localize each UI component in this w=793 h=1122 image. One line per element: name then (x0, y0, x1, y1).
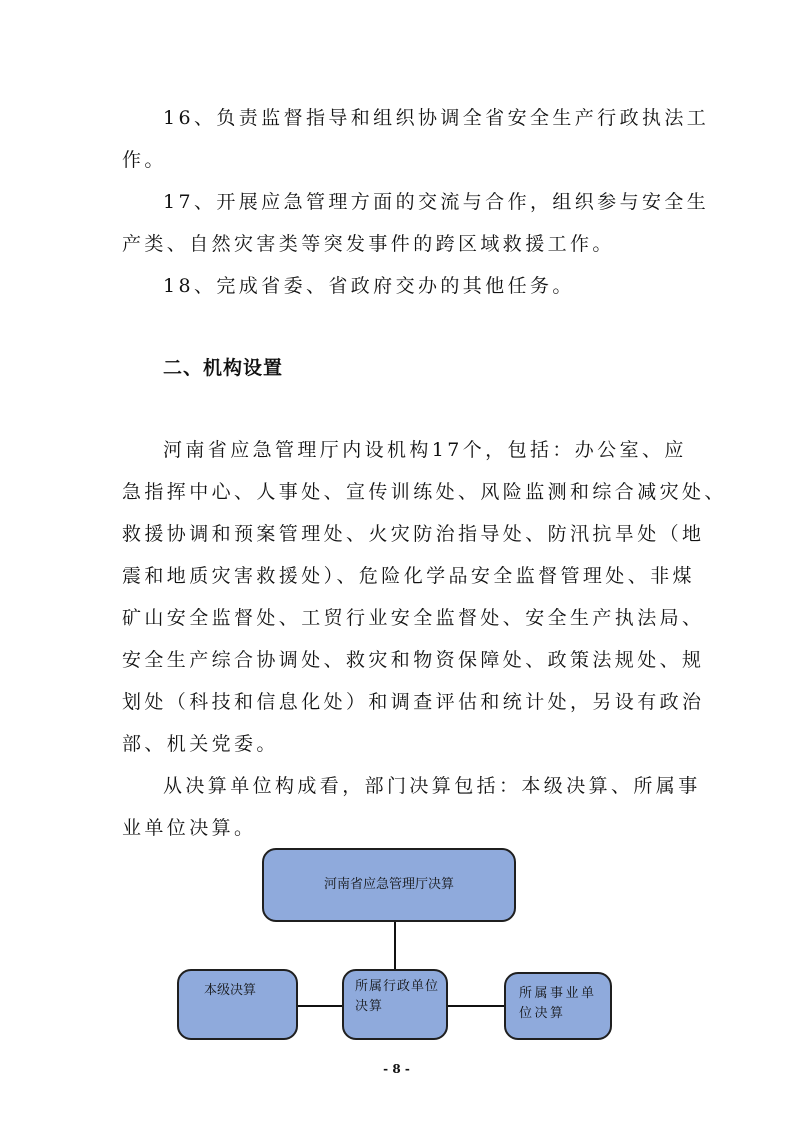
diagram-middle-label-line-1: 所属行政单位 (355, 979, 440, 994)
connector-root-to-middle (394, 922, 396, 969)
org-paragraph-line: 震和地质灾害救援处）、危险化学品安全监督管理处、非煤 (122, 565, 695, 587)
diagram-right-label-line-2: 位决算 (519, 1006, 566, 1021)
org-paragraph-line: 救援协调和预案管理处、火灾防治指导处、防汛抗旱处（地 (122, 523, 705, 545)
duty-16-line-1: 16、负责监督指导和组织协调全省安全生产行政执法工 (163, 107, 710, 129)
diagram-right-box (504, 972, 612, 1040)
org-paragraph-line: 急指挥中心、人事处、宣传训练处、风险监测和综合减灾处、 (122, 481, 727, 503)
diagram-middle-box (342, 969, 448, 1040)
org-paragraph-line: 矿山安全监督处、工贸行业安全监督处、安全生产执法局、 (122, 607, 705, 629)
diagram-root-box (262, 848, 516, 922)
duty-17-line-2: 产类、自然灾害类等突发事件的跨区域救援工作。 (122, 233, 615, 255)
connector-left-to-middle (297, 1005, 343, 1007)
budget-paragraph-line: 从决算单位构成看，部门决算包括：本级决算、所属事 (163, 775, 701, 797)
page-number: - 8 - (383, 1062, 410, 1076)
duty-18-line-1: 18、完成省委、省政府交办的其他任务。 (163, 275, 575, 297)
org-paragraph-line: 安全生产综合协调处、救灾和物资保障处、政策法规处、规 (122, 649, 705, 671)
duty-16-line-2: 作。 (122, 149, 167, 171)
budget-paragraph-line: 业单位决算。 (122, 817, 257, 839)
diagram-root-label: 河南省应急管理厅决算 (323, 877, 454, 892)
org-paragraph-line: 部、机关党委。 (122, 733, 279, 755)
org-paragraph-line: 划处（科技和信息化处）和调查评估和统计处，另设有政治 (122, 691, 705, 713)
diagram-middle-label-line-2: 决算 (355, 999, 384, 1014)
org-paragraph-line: 河南省应急管理厅内设机构17个，包括：办公室、应 (163, 439, 687, 461)
connector-middle-to-right (447, 1005, 505, 1007)
diagram-left-box (177, 969, 298, 1040)
duty-17-line-1: 17、开展应急管理方面的交流与合作，组织参与安全生 (163, 191, 710, 213)
section-heading: 二、机构设置 (163, 357, 284, 379)
diagram-left-label: 本级决算 (204, 983, 257, 998)
diagram-right-label-line-1: 所属事业单 (519, 986, 597, 1001)
